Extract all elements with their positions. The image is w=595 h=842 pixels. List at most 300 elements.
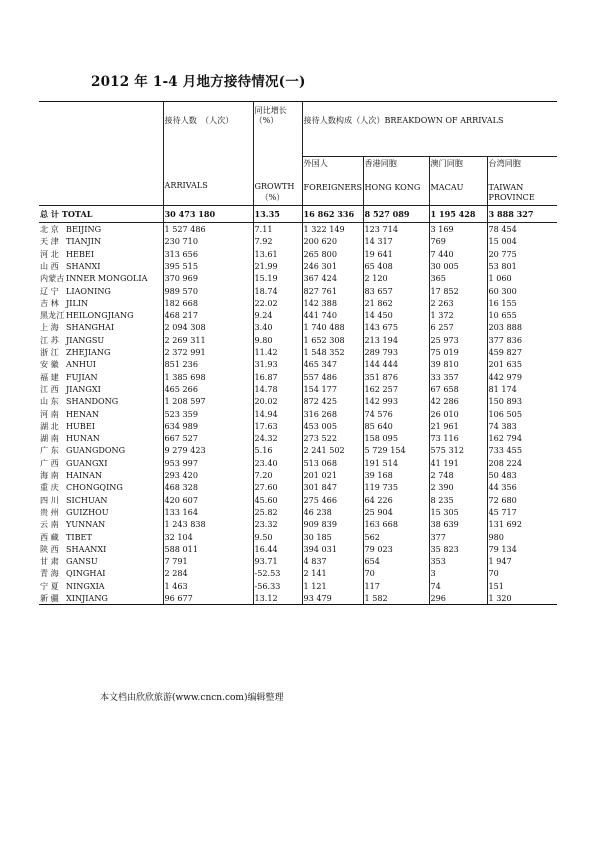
region-cell xyxy=(39,235,163,247)
hk-cell: 1 582 xyxy=(363,592,429,605)
growth-cell: 14.94 xyxy=(253,407,302,419)
foreigners-cell: 46 238 xyxy=(302,506,363,518)
macau-cell: 38 639 xyxy=(429,518,487,530)
region-cell xyxy=(39,432,163,444)
arrivals-cell: 1 208 597 xyxy=(163,395,253,407)
region-name-en: HAINAN xyxy=(66,470,103,481)
region-name-zh: 云 南 xyxy=(40,519,59,530)
taiwan-cell: 10 655 xyxy=(487,309,557,321)
growth-header-en: GROWTH （%） xyxy=(253,181,302,206)
macau-cell: 365 xyxy=(429,272,487,284)
arrivals-cell: 523 359 xyxy=(163,407,253,419)
arrivals-cell: 667 527 xyxy=(163,432,253,444)
hk-cell: 654 xyxy=(363,555,429,567)
hk-cell: 289 793 xyxy=(363,346,429,358)
region-name-zh: 青 海 xyxy=(40,568,59,579)
hk-cell: 213 194 xyxy=(363,334,429,346)
page-title: 2012 年 1-4 月地方接待情况(一) xyxy=(91,74,306,90)
taiwan-cell: 44 356 xyxy=(487,481,557,493)
region-cell xyxy=(39,309,163,321)
hk-cell: 123 714 xyxy=(363,223,429,236)
region-name-en: NINGXIA xyxy=(66,580,105,591)
arrivals-cell: 953 997 xyxy=(163,457,253,469)
growth-cell: 13.61 xyxy=(253,248,302,260)
hk-cell: 162 257 xyxy=(363,383,429,395)
arrivals-cell: 182 668 xyxy=(163,297,253,309)
taiwan-cell: 377 836 xyxy=(487,334,557,346)
macau-cell: 3 xyxy=(429,567,487,579)
growth-cell: 16.44 xyxy=(253,543,302,555)
taiwan-cell: 1 060 xyxy=(487,272,557,284)
growth-cell: 18.74 xyxy=(253,284,302,296)
growth-cell: -52.53 xyxy=(253,567,302,579)
region-name-en: LIAONING xyxy=(66,285,111,296)
region-cell xyxy=(39,494,163,506)
table-row xyxy=(39,272,557,284)
taiwan-cell: 78 454 xyxy=(487,223,557,236)
arrivals-cell: 851 236 xyxy=(163,358,253,370)
hk-header-en: HONG KONG xyxy=(363,181,429,206)
region-name-en: YUNNAN xyxy=(66,519,106,530)
region-name-en: CHONGQING xyxy=(66,482,123,493)
region-name-en: HEBEI xyxy=(66,248,95,259)
taiwan-cell: 151 xyxy=(487,580,557,592)
total-taiwan: 3 888 327 xyxy=(487,206,557,223)
region-name-zh: 吉 林 xyxy=(40,297,59,308)
table-row xyxy=(39,481,557,493)
region-name-en: JILIN xyxy=(66,297,89,308)
hk-cell: 85 640 xyxy=(363,420,429,432)
hk-cell: 14 317 xyxy=(363,235,429,247)
arrivals-cell: 9 279 423 xyxy=(163,444,253,456)
table-row xyxy=(39,420,557,432)
foreigners-cell: 367 424 xyxy=(302,272,363,284)
region-name-zh: 河 南 xyxy=(40,408,59,419)
table-row xyxy=(39,543,557,555)
region-cell xyxy=(39,358,163,370)
growth-cell: 27.60 xyxy=(253,481,302,493)
hk-cell: 65 408 xyxy=(363,260,429,272)
total-growth: 13.35 xyxy=(253,206,302,223)
region-name-zh: 河 北 xyxy=(40,248,59,259)
region-name-en: JIANGSU xyxy=(66,334,105,345)
region-cell xyxy=(39,457,163,469)
growth-cell: 11.42 xyxy=(253,346,302,358)
foreigners-cell: 465 347 xyxy=(302,358,363,370)
region-header xyxy=(39,102,163,157)
macau-cell: 8 235 xyxy=(429,494,487,506)
growth-cell: 9.80 xyxy=(253,334,302,346)
region-name-en: JIANGXI xyxy=(66,383,101,394)
region-cell xyxy=(39,248,163,260)
table-row xyxy=(39,371,557,383)
table-row xyxy=(39,260,557,272)
foreigners-cell: 453 005 xyxy=(302,420,363,432)
hk-cell: 163 668 xyxy=(363,518,429,530)
taiwan-cell: 60 300 xyxy=(487,284,557,296)
foreigners-cell: 909 839 xyxy=(302,518,363,530)
growth-cell: 22.02 xyxy=(253,297,302,309)
macau-cell: 296 xyxy=(429,592,487,605)
foreigners-cell: 200 620 xyxy=(302,235,363,247)
region-name-zh: 北 京 xyxy=(40,224,59,235)
foreigners-cell: 2 141 xyxy=(302,567,363,579)
region-name-zh: 天 津 xyxy=(40,236,59,247)
growth-cell: 24.32 xyxy=(253,432,302,444)
table-row xyxy=(39,248,557,260)
region-name-en: HEILONGJIANG xyxy=(66,310,134,321)
region-cell xyxy=(39,272,163,284)
foreigners-cell: 201 021 xyxy=(302,469,363,481)
macau-cell: 6 257 xyxy=(429,321,487,333)
region-cell xyxy=(39,543,163,555)
taiwan-header-en: TAIWAN PROVINCE xyxy=(487,181,557,206)
growth-cell: -56.33 xyxy=(253,580,302,592)
table-row xyxy=(39,494,557,506)
taiwan-cell: 1 947 xyxy=(487,555,557,567)
growth-cell: 16.87 xyxy=(253,371,302,383)
region-name-en: SHANDONG xyxy=(66,396,119,407)
region-cell xyxy=(39,592,163,605)
growth-cell: 13.12 xyxy=(253,592,302,605)
table-row xyxy=(39,334,557,346)
arrivals-cell: 293 420 xyxy=(163,469,253,481)
arrivals-cell: 32 104 xyxy=(163,530,253,542)
taiwan-cell: 1 320 xyxy=(487,592,557,605)
growth-cell: 7.11 xyxy=(253,223,302,236)
growth-cell: 21.99 xyxy=(253,260,302,272)
foreigners-cell: 1 548 352 xyxy=(302,346,363,358)
foreigners-cell: 1 740 488 xyxy=(302,321,363,333)
taiwan-cell: 20 775 xyxy=(487,248,557,260)
table-row xyxy=(39,395,557,407)
region-name-en: ZHEJIANG xyxy=(66,347,111,358)
taiwan-cell: 45 717 xyxy=(487,506,557,518)
region-cell xyxy=(39,260,163,272)
arrivals-cell: 989 570 xyxy=(163,284,253,296)
macau-cell: 17 852 xyxy=(429,284,487,296)
region-cell xyxy=(39,555,163,567)
macau-cell: 2 263 xyxy=(429,297,487,309)
region-name-zh: 四 川 xyxy=(40,494,59,505)
table-row xyxy=(39,235,557,247)
hk-cell: 74 576 xyxy=(363,407,429,419)
total-row xyxy=(39,206,557,223)
arrivals-cell: 133 164 xyxy=(163,506,253,518)
foreigners-cell: 273 522 xyxy=(302,432,363,444)
foreigners-cell: 30 185 xyxy=(302,530,363,542)
region-name-zh: 海 南 xyxy=(40,470,59,481)
table-row xyxy=(39,284,557,296)
region-name-zh: 宁 夏 xyxy=(40,580,59,591)
region-name-en: ANHUI xyxy=(66,359,97,370)
arrivals-table xyxy=(39,101,557,605)
macau-cell: 377 xyxy=(429,530,487,542)
macau-cell: 2 748 xyxy=(429,469,487,481)
macau-cell: 30 005 xyxy=(429,260,487,272)
growth-cell: 93.71 xyxy=(253,555,302,567)
arrivals-cell: 588 011 xyxy=(163,543,253,555)
growth-cell: 5.16 xyxy=(253,444,302,456)
region-name-zh: 江 西 xyxy=(40,383,59,394)
arrivals-cell: 2 284 xyxy=(163,567,253,579)
total-foreigners: 16 862 336 xyxy=(302,206,363,223)
region-name-zh: 安 徽 xyxy=(40,359,59,370)
region-name-zh: 山 西 xyxy=(40,260,59,271)
growth-cell: 20.02 xyxy=(253,395,302,407)
hk-cell: 70 xyxy=(363,567,429,579)
arrivals-cell: 230 710 xyxy=(163,235,253,247)
region-name-zh: 西 藏 xyxy=(40,531,59,542)
macau-cell: 1 372 xyxy=(429,309,487,321)
hk-cell: 2 120 xyxy=(363,272,429,284)
taiwan-cell: 442 979 xyxy=(487,371,557,383)
region-name-en: XINJIANG xyxy=(66,593,108,603)
region-name-en: SHANGHAI xyxy=(66,322,115,333)
foreigners-cell: 1 121 xyxy=(302,580,363,592)
growth-cell: 9.24 xyxy=(253,309,302,321)
taiwan-cell: 131 692 xyxy=(487,518,557,530)
arrivals-cell: 7 791 xyxy=(163,555,253,567)
taiwan-cell: 74 383 xyxy=(487,420,557,432)
region-name-zh: 山 东 xyxy=(40,396,59,407)
region-name-en: SHAANXI xyxy=(66,543,107,554)
hk-cell: 143 675 xyxy=(363,321,429,333)
table-row xyxy=(39,223,557,236)
macau-cell: 75 019 xyxy=(429,346,487,358)
region-name-en: TIANJIN xyxy=(66,236,102,247)
table-row xyxy=(39,518,557,530)
region-cell xyxy=(39,444,163,456)
macau-cell: 353 xyxy=(429,555,487,567)
region-cell xyxy=(39,395,163,407)
foreigners-cell: 513 068 xyxy=(302,457,363,469)
taiwan-cell: 79 134 xyxy=(487,543,557,555)
hk-cell: 119 735 xyxy=(363,481,429,493)
arrivals-cell: 395 515 xyxy=(163,260,253,272)
macau-cell: 33 357 xyxy=(429,371,487,383)
foreigners-header-en: FOREIGNERS xyxy=(302,181,363,206)
foreigners-cell: 1 322 149 xyxy=(302,223,363,236)
taiwan-cell: 106 505 xyxy=(487,407,557,419)
growth-cell: 23.32 xyxy=(253,518,302,530)
table-row xyxy=(39,358,557,370)
arrivals-header-zh: 接待人数 （人次） xyxy=(163,102,253,157)
foreigners-cell: 827 761 xyxy=(302,284,363,296)
table-row xyxy=(39,407,557,419)
macau-cell: 67 658 xyxy=(429,383,487,395)
total-arrivals: 30 473 180 xyxy=(163,206,253,223)
region-name-zh: 重 庆 xyxy=(40,482,59,493)
breakdown-header: 接待人数构成（人次）BREAKDOWN OF ARRIVALS xyxy=(302,102,557,157)
taiwan-cell: 150 893 xyxy=(487,395,557,407)
arrivals-cell: 313 656 xyxy=(163,248,253,260)
total-hk: 8 527 089 xyxy=(363,206,429,223)
taiwan-cell: 53 801 xyxy=(487,260,557,272)
region-name-en: QINGHAI xyxy=(66,568,106,579)
region-cell xyxy=(39,223,163,236)
taiwan-cell: 81 174 xyxy=(487,383,557,395)
macau-cell: 35 823 xyxy=(429,543,487,555)
taiwan-cell: 459 827 xyxy=(487,346,557,358)
arrivals-cell: 468 328 xyxy=(163,481,253,493)
region-name-en: HUNAN xyxy=(66,433,100,444)
taiwan-cell: 15 004 xyxy=(487,235,557,247)
region-cell xyxy=(39,567,163,579)
hk-cell: 191 514 xyxy=(363,457,429,469)
table-row xyxy=(39,506,557,518)
macau-cell: 15 305 xyxy=(429,506,487,518)
growth-cell: 9.50 xyxy=(253,530,302,542)
region-name-zh: 陕 西 xyxy=(40,543,59,554)
region-name-zh: 内蒙古 xyxy=(40,273,65,284)
region-name-en: SHANXI xyxy=(66,260,101,271)
taiwan-cell: 16 155 xyxy=(487,297,557,309)
region-name-zh: 浙 江 xyxy=(40,347,59,358)
region-cell xyxy=(39,518,163,530)
arrivals-cell: 465 266 xyxy=(163,383,253,395)
hk-cell: 25 904 xyxy=(363,506,429,518)
foreigners-cell: 93 479 xyxy=(302,592,363,605)
arrivals-cell: 468 217 xyxy=(163,309,253,321)
growth-cell: 14.78 xyxy=(253,383,302,395)
region-name-zh: 上 海 xyxy=(40,322,59,333)
table-row xyxy=(39,592,557,605)
arrivals-cell: 1 243 838 xyxy=(163,518,253,530)
region-cell xyxy=(39,346,163,358)
region-name-zh: 甘 肃 xyxy=(40,556,59,567)
region-cell xyxy=(39,420,163,432)
table-row xyxy=(39,555,557,567)
arrivals-cell: 634 989 xyxy=(163,420,253,432)
hk-cell: 83 657 xyxy=(363,284,429,296)
region-cell xyxy=(39,383,163,395)
hk-cell: 79 023 xyxy=(363,543,429,555)
hk-header-zh: 香港同胞 xyxy=(363,157,429,182)
foreigners-cell: 265 800 xyxy=(302,248,363,260)
growth-cell: 45.60 xyxy=(253,494,302,506)
hk-cell: 39 168 xyxy=(363,469,429,481)
macau-cell: 41 191 xyxy=(429,457,487,469)
macau-cell: 7 440 xyxy=(429,248,487,260)
hk-cell: 14 450 xyxy=(363,309,429,321)
table-row xyxy=(39,432,557,444)
taiwan-cell: 162 794 xyxy=(487,432,557,444)
foreigners-cell: 872 425 xyxy=(302,395,363,407)
region-name-en: BEIJING xyxy=(66,224,102,235)
foreigners-cell: 316 268 xyxy=(302,407,363,419)
region-name-en: TIBET xyxy=(66,531,92,542)
macau-cell: 39 810 xyxy=(429,358,487,370)
macau-header-en: MACAU xyxy=(429,181,487,206)
hk-cell: 19 641 xyxy=(363,248,429,260)
region-name-zh: 贵 州 xyxy=(40,506,59,517)
macau-cell: 21 961 xyxy=(429,420,487,432)
growth-cell: 7.92 xyxy=(253,235,302,247)
growth-cell: 17.63 xyxy=(253,420,302,432)
hk-cell: 562 xyxy=(363,530,429,542)
table-row xyxy=(39,321,557,333)
table-row xyxy=(39,567,557,579)
arrivals-cell: 1 385 698 xyxy=(163,371,253,383)
foreigners-cell: 557 486 xyxy=(302,371,363,383)
arrivals-cell: 1 527 486 xyxy=(163,223,253,236)
total-macau: 1 195 428 xyxy=(429,206,487,223)
hk-cell: 144 444 xyxy=(363,358,429,370)
taiwan-cell: 733 455 xyxy=(487,444,557,456)
foreigners-cell: 142 388 xyxy=(302,297,363,309)
growth-cell: 25.82 xyxy=(253,506,302,518)
region-name-en: FUJIAN xyxy=(66,371,98,382)
region-name-zh: 湖 北 xyxy=(40,420,59,431)
macau-cell: 42 286 xyxy=(429,395,487,407)
hk-cell: 117 xyxy=(363,580,429,592)
foreigners-cell: 2 241 502 xyxy=(302,444,363,456)
region-cell xyxy=(39,284,163,296)
region-name-en: HUBEI xyxy=(66,420,95,431)
macau-cell: 3 169 xyxy=(429,223,487,236)
taiwan-cell: 201 635 xyxy=(487,358,557,370)
table-row xyxy=(39,469,557,481)
region-cell xyxy=(39,334,163,346)
taiwan-cell: 70 xyxy=(487,567,557,579)
arrivals-cell: 2 094 308 xyxy=(163,321,253,333)
foreigners-cell: 275 466 xyxy=(302,494,363,506)
foreigners-header-zh: 外国人 xyxy=(302,157,363,182)
region-cell xyxy=(39,371,163,383)
foreigners-cell: 4 837 xyxy=(302,555,363,567)
growth-cell: 15.19 xyxy=(253,272,302,284)
macau-cell: 26 010 xyxy=(429,407,487,419)
region-name-zh: 江 苏 xyxy=(40,334,59,345)
table-row xyxy=(39,457,557,469)
table-row xyxy=(39,297,557,309)
taiwan-cell: 208 224 xyxy=(487,457,557,469)
arrivals-cell: 2 269 311 xyxy=(163,334,253,346)
taiwan-cell: 203 888 xyxy=(487,321,557,333)
table-row xyxy=(39,309,557,321)
region-cell xyxy=(39,321,163,333)
region-cell xyxy=(39,297,163,309)
region-cell xyxy=(39,506,163,518)
growth-cell: 23.40 xyxy=(253,457,302,469)
macau-cell: 25 973 xyxy=(429,334,487,346)
region-cell xyxy=(39,580,163,592)
region-name-en: SICHUAN xyxy=(66,494,108,505)
macau-cell: 769 xyxy=(429,235,487,247)
arrivals-cell: 420 607 xyxy=(163,494,253,506)
source-note: 本文档由欣欣旅游(www.cncn.com)编辑整理 xyxy=(100,693,284,703)
table-row xyxy=(39,530,557,542)
region-name-zh: 辽 宁 xyxy=(40,285,59,296)
table-row xyxy=(39,383,557,395)
arrivals-header-en: ARRIVALS xyxy=(163,181,253,206)
region-name-zh: 新 疆 xyxy=(40,593,59,603)
region-name-en: GUANGXI xyxy=(66,457,108,468)
growth-cell: 31.93 xyxy=(253,358,302,370)
region-name-zh: 福 建 xyxy=(40,371,59,382)
growth-cell: 7.20 xyxy=(253,469,302,481)
macau-cell: 2 390 xyxy=(429,481,487,493)
arrivals-cell: 96 677 xyxy=(163,592,253,605)
growth-cell: 3.40 xyxy=(253,321,302,333)
foreigners-cell: 246 301 xyxy=(302,260,363,272)
growth-header-zh: 同比增长（%） xyxy=(253,102,302,157)
foreigners-cell: 154 177 xyxy=(302,383,363,395)
region-cell xyxy=(39,481,163,493)
region-name-en: GUANGDONG xyxy=(66,445,126,456)
arrivals-cell: 1 463 xyxy=(163,580,253,592)
